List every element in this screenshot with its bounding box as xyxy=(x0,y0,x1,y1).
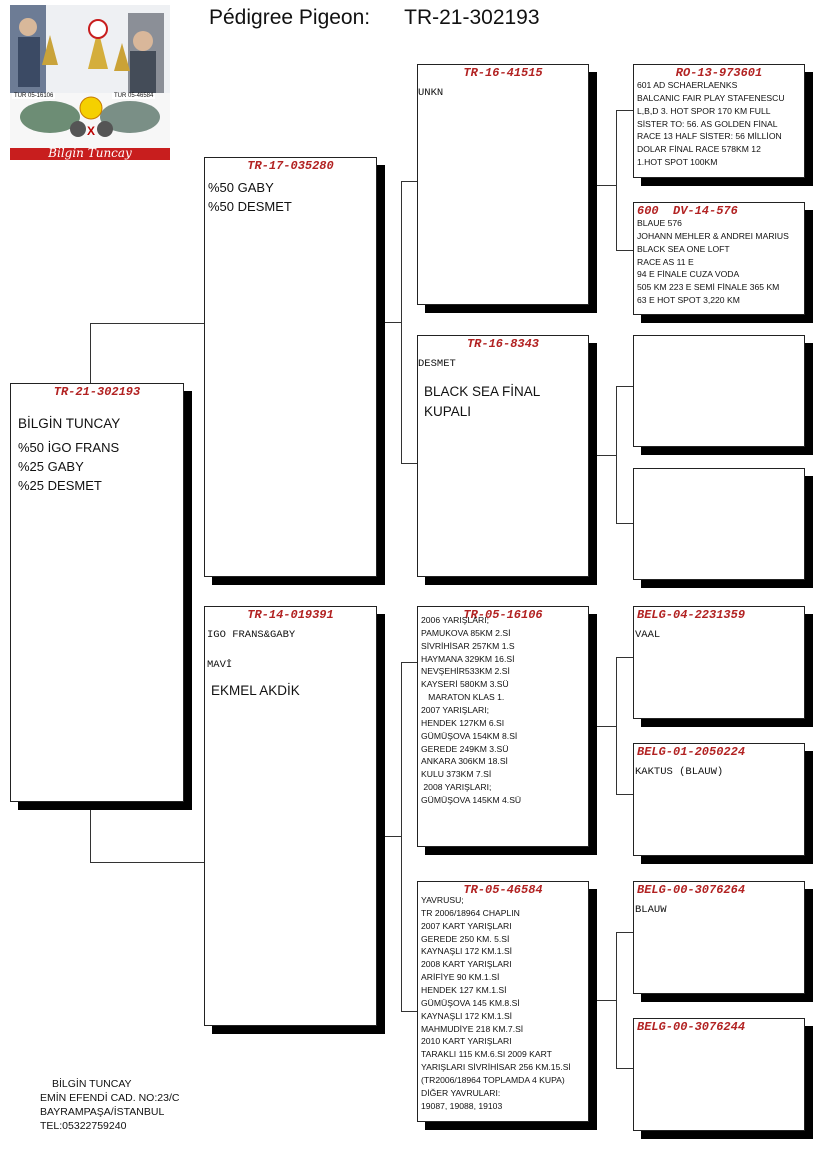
sss-card xyxy=(633,64,805,178)
sd-line-2: KUPALI xyxy=(424,404,472,419)
sss-line: RACE 13 HALF SİSTER: 56 MİLLİON xyxy=(637,131,782,142)
dsd-ring: BELG-01-2050224 xyxy=(637,745,746,759)
loft-logo-image xyxy=(10,5,170,160)
connector-to-sire xyxy=(90,323,204,324)
dd-line: TR 2006/18964 CHAPLIN xyxy=(421,907,520,918)
ds-line: PAMUKOVA 85KM 2.Sİ xyxy=(421,627,511,638)
dd-line: HENDEK 127 KM.1.Sİ xyxy=(421,984,507,995)
sss-line: DOLAR FİNAL RACE 578KM 12 xyxy=(637,144,761,155)
title-ring-number: TR-21-302193 xyxy=(404,6,540,29)
ssd-line: 94 E FİNALE CUZA VODA xyxy=(637,269,740,280)
logo-right-badge: TUR 05-46584 xyxy=(114,93,154,99)
sd-ring: TR-16-8343 xyxy=(466,337,539,351)
connector-subject-dam xyxy=(90,810,91,863)
subject-card xyxy=(10,383,184,802)
ds-line: 2008 YARIŞLARI; xyxy=(421,782,492,793)
ssd-line: 505 KM 223 E SEMİ FİNALE 365 KM xyxy=(637,282,780,293)
subject-line-1: %50 İGO FRANS xyxy=(18,440,120,455)
connector-sire-mid xyxy=(384,322,401,323)
connector-ss-mid xyxy=(597,185,616,186)
sire-line-1: %50 GABY xyxy=(208,180,274,195)
dd-line: 2007 KART YARIŞLARI xyxy=(421,920,512,931)
dd-line: YARIŞLARI SİVRİHİSAR 256 KM.15.Sİ xyxy=(421,1062,571,1073)
breeder-address-2: BAYRAMPAŞA/İSTANBUL xyxy=(40,1106,165,1118)
ssd-line: JOHANN MEHLER & ANDREI MARIUS xyxy=(637,230,789,241)
dd-line: GÜMÜŞOVA 145 KM.8.Sİ xyxy=(421,997,520,1008)
subject-name: BİLGİN TUNCAY xyxy=(18,416,121,431)
ssd-card xyxy=(633,202,805,315)
ds-line: KAYSERİ 580KM 3.SÜ xyxy=(421,679,509,690)
dds-ring: BELG-00-3076264 xyxy=(637,883,746,897)
connector-to-sd xyxy=(401,463,417,464)
dam-card xyxy=(204,606,377,1026)
subject-line-2: %25 GABY xyxy=(18,459,84,474)
ds-line: HAYMANA 329KM 16.Sİ xyxy=(421,653,515,664)
breeder-name: BİLGİN TUNCAY xyxy=(52,1078,132,1090)
breeder-address-1: EMİN EFENDİ CAD. NO:23/C xyxy=(40,1092,180,1104)
ssd-line: 63 E HOT SPOT 3,220 KM xyxy=(637,295,740,306)
dd-card xyxy=(417,881,589,1122)
subject-ring: TR-21-302193 xyxy=(53,385,141,399)
subject-line-3: %25 DESMET xyxy=(18,478,102,493)
dss-ring: BELG-04-2231359 xyxy=(637,608,746,622)
dd-ring: TR-05-46584 xyxy=(463,883,543,897)
ds-line: ANKARA 306KM 18.Sİ xyxy=(421,756,508,767)
connector-ds-mid xyxy=(597,726,616,727)
sss-line: SİSTER TO: 56. AS GOLDEN FİNAL xyxy=(637,118,778,129)
sss-line: BALCANIC FAIR PLAY STAFENESCU xyxy=(637,92,785,103)
dd-line: (TR2006/18964 TOPLAMDA 4 KUPA) xyxy=(421,1074,565,1085)
dd-line: GEREDE 250 KM. 5.Sİ xyxy=(421,933,510,944)
title-label: Pédigree Pigeon: xyxy=(209,6,371,29)
connector-ds-parents xyxy=(616,657,617,795)
connector-to-sdd xyxy=(616,523,633,524)
connector-to-dam xyxy=(90,862,204,863)
sire-card xyxy=(204,157,377,577)
sss-line: 1.HOT SPOT 100KM xyxy=(637,157,718,168)
dd-line: ARİFİYE 90 KM.1.Sİ xyxy=(421,972,500,983)
dd-line: YAVRUSU; xyxy=(421,895,464,905)
sd-note: DESMET xyxy=(418,358,456,370)
ddd-ring: BELG-00-3076244 xyxy=(637,1020,746,1034)
connector-to-dsd xyxy=(616,794,633,795)
ssd-line: BLACK SEA ONE LOFT xyxy=(637,243,730,254)
dd-line: DİĞER YAVRULARI: xyxy=(421,1087,501,1098)
ds-line: SİVRİHİSAR 257KM 1.S xyxy=(421,640,515,651)
connector-sire-parents xyxy=(401,181,402,464)
page-title xyxy=(209,4,540,32)
sds-card xyxy=(633,335,805,447)
connector-to-ddd xyxy=(616,1068,633,1069)
ds-line: HENDEK 127KM 6.SI xyxy=(421,717,505,728)
connector-dd-mid xyxy=(597,1000,616,1001)
loft-logo xyxy=(10,5,170,160)
sd-line-1: BLACK SEA FİNAL xyxy=(424,384,541,399)
ds-card xyxy=(417,606,589,847)
ss-card xyxy=(417,64,589,305)
ds-line: 2007 YARIŞLARI; xyxy=(421,704,489,715)
ds-line: 2006 YARIŞLARI; xyxy=(421,615,489,625)
dds-note: BLAUW xyxy=(635,904,667,916)
ss-note: UNKN xyxy=(418,87,444,99)
dam-line-3: EKMEL AKDİK xyxy=(211,683,300,698)
dam-line-1: IGO FRANS&GABY xyxy=(207,629,296,641)
dd-line: KAYNAŞLI 172 KM.1.Sİ xyxy=(421,1010,513,1021)
connector-dam-mid xyxy=(384,836,401,837)
breeder-phone: TEL:05322759240 xyxy=(40,1120,127,1132)
ds-line: GÜMÜŞOVA 154KM 8.Sİ xyxy=(421,730,518,741)
dss-card xyxy=(633,606,805,719)
connector-to-sss xyxy=(616,110,633,111)
ss-ring: TR-16-41515 xyxy=(463,66,543,80)
connector-to-ssd xyxy=(616,250,633,251)
connector-sd-parents xyxy=(616,386,617,524)
dd-line: TARAKLI 115 KM.6.SI 2009 KART xyxy=(421,1049,552,1060)
sss-line: L,B,D 3. HOT SPOR 170 KM FULL xyxy=(637,105,771,116)
sss-ring: RO-13-973601 xyxy=(675,66,763,80)
dsd-card xyxy=(633,743,805,856)
connector-ss-parents xyxy=(616,110,617,251)
ds-line: MARATON KLAS 1. xyxy=(421,692,505,703)
connector-dd-parents xyxy=(616,932,617,1069)
ssd-line: BLAUE 576 xyxy=(637,218,682,228)
dsd-note: KAKTUS (BLAUW) xyxy=(635,766,724,778)
ssd-ring: 600 DV-14-576 xyxy=(637,204,738,218)
connector-to-dss xyxy=(616,657,633,658)
sd-card xyxy=(417,335,589,577)
logo-banner: Bilgin Tuncay xyxy=(48,146,132,160)
ds-line: GEREDE 249KM 3.SÜ xyxy=(421,743,509,754)
logo-left-badge: TUR 05-16106 xyxy=(14,93,54,99)
dss-note: VAAL xyxy=(635,629,661,641)
ds-line: NEVŞEHİR533KM 2.Sİ xyxy=(421,666,510,677)
connector-to-dd xyxy=(401,1011,417,1012)
dd-line: 2008 KART YARIŞLARI xyxy=(421,959,512,970)
connector-dam-parents xyxy=(401,662,402,1012)
connector-to-ss xyxy=(401,181,417,182)
connector-to-dds xyxy=(616,932,633,933)
ds-line: GÜMÜŞOVA 145KM 4.SÜ xyxy=(421,794,522,805)
sire-line-2: %50 DESMET xyxy=(208,199,292,214)
connector-subject-sire xyxy=(90,323,91,383)
connector-sd-mid xyxy=(597,455,616,456)
dd-line: 19087, 19088, 19103 xyxy=(421,1100,503,1111)
sdd-card xyxy=(633,468,805,580)
dd-line: 2010 KART YARIŞLARI xyxy=(421,1036,512,1047)
ds-line: KULU 373KM 7.Sİ xyxy=(421,769,492,780)
connector-to-sds xyxy=(616,386,633,387)
dam-line-2: MAVİ xyxy=(207,659,233,671)
breeder-contact xyxy=(40,1077,179,1133)
sss-line: 601 AD SCHAERLAENKS xyxy=(637,80,738,90)
svg-text:X: X xyxy=(86,124,96,138)
dd-line: MAHMUDİYE 218 KM.7.Sİ xyxy=(421,1023,524,1034)
ssd-line: RACE AS 11 E xyxy=(637,256,694,267)
sire-ring: TR-17-035280 xyxy=(247,159,334,173)
ds-ring: TR-05-16106 xyxy=(463,608,543,622)
dds-card xyxy=(633,881,805,994)
ddd-card xyxy=(633,1018,805,1131)
dd-line: KAYNAŞLI 172 KM.1.Sİ xyxy=(421,946,513,957)
connector-to-ds xyxy=(401,662,417,663)
dam-ring: TR-14-019391 xyxy=(247,608,334,622)
